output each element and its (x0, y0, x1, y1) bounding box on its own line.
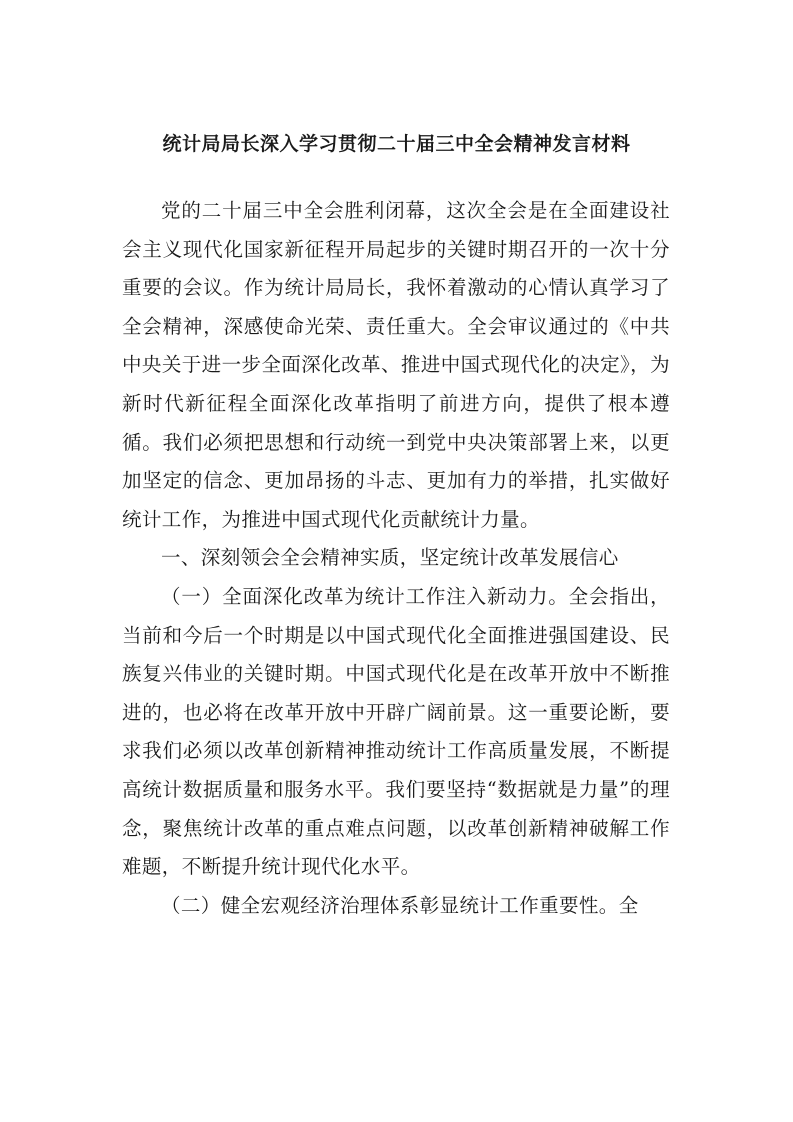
paragraph-intro: 党的二十届三中全会胜利闭幕，这次全会是在全面建设社会主义现代化国家新征程开局起步的关键时期召开的一次十分重要的会议。作为统计局局长，我怀着激动的心情认真学习了全会精神，深感使命光荣、责任重大。全会审议通过的《中共中央关于进一步全面深化改革、推进中国式现代化的决定》，为新时代新征程全面深化改革指明了前进方向，提供了根本遵循。我们必须把思想和行动统一到党中央决策部署上来，以更加坚定的信念、更加昂扬的斗志、更加有力的举措，扎实做好统计工作，为推进中国式现代化贡献统计力量。 (122, 199, 670, 531)
document-body (122, 192, 670, 925)
section-heading-1: 一、深刻领会全会精神实质，坚定统计改革发展信心 (161, 546, 619, 570)
document-title: 统计局局长深入学习贯彻二十届三中全会精神发言材料 (162, 133, 631, 155)
paragraph-subsection-2: （二）健全宏观经济治理体系彰显统计工作重要性。全 (161, 893, 639, 917)
paragraph-subsection-1: （一）全面深化改革为统计工作注入新动力。全会指出，当前和今后一个时期是以中国式现代化全面推进强国建设、民族复兴伟业的关键时期。中国式现代化是在改革开放中不断推进的，也必将在改革开放中开辟广阔前景。这一重要论断，要求我们必须以改革创新精神推动统计工作高质量发展，不断提高统计数据质量和服务水平。我们要坚持“数据就是力量”的理念，聚焦统计改革的重点难点问题，以改革创新精神破解工作难题，不断提升统计现代化水平。 (122, 584, 670, 879)
